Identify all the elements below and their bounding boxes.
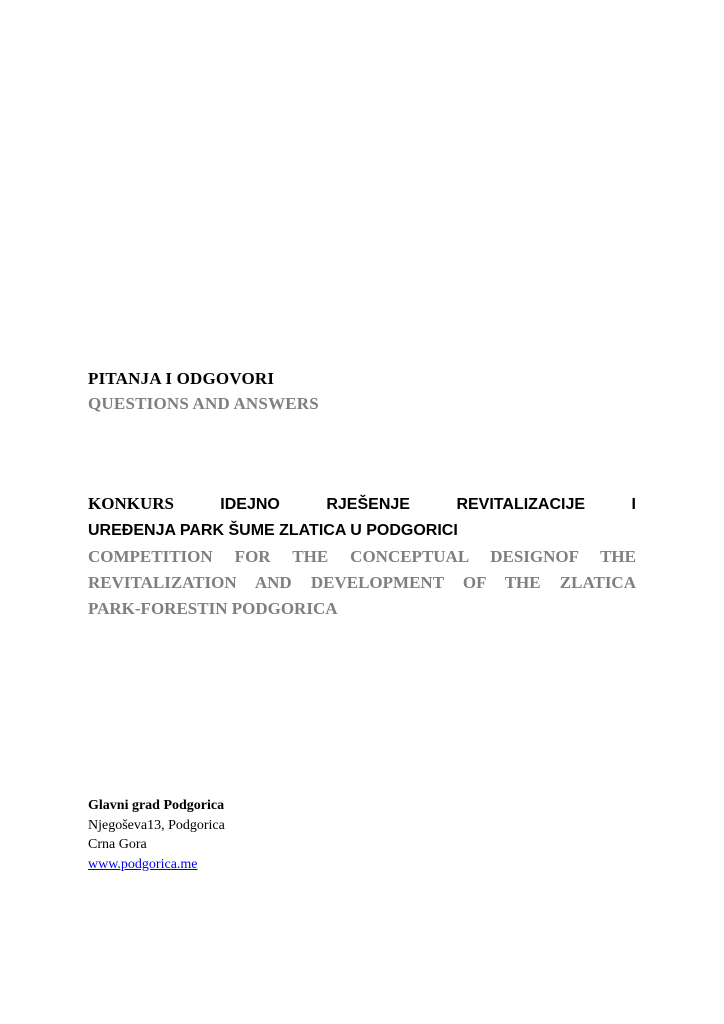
address-block [88, 796, 388, 874]
title-serbian: PITANJA I ODGOVORI [88, 369, 275, 388]
organization-name: Glavni grad Podgorica [88, 798, 225, 813]
title-english: QUESTIONS AND ANSWERS [88, 394, 319, 413]
street-address: Njegoševa13, Podgorica [88, 817, 225, 833]
competition-en-line-3: PARK-FORESTIN PODGORICA [88, 599, 338, 618]
country: Crna Gora [88, 837, 147, 852]
competition-title [88, 491, 636, 622]
competition-en-line-1: COMPETITION FOR THE CONCEPTUAL DESIGNOF THE [88, 547, 636, 566]
competition-sr-line-1-text: IDEJNO RJEŠENJE REVITALIZACIJE I [220, 496, 637, 513]
document-heading [88, 366, 648, 416]
competition-sr-line-2: UREĐENJA PARK ŠUME ZLATICA U PODGORICI [88, 522, 458, 539]
website-link[interactable]: www.podgorica.me [88, 856, 198, 872]
competition-sr-line-1 [88, 491, 636, 518]
competition-keyword: KONKURS [88, 494, 174, 513]
competition-en-line-2: REVITALIZATION AND DEVELOPMENT OF THE ZLATICA [88, 573, 636, 592]
